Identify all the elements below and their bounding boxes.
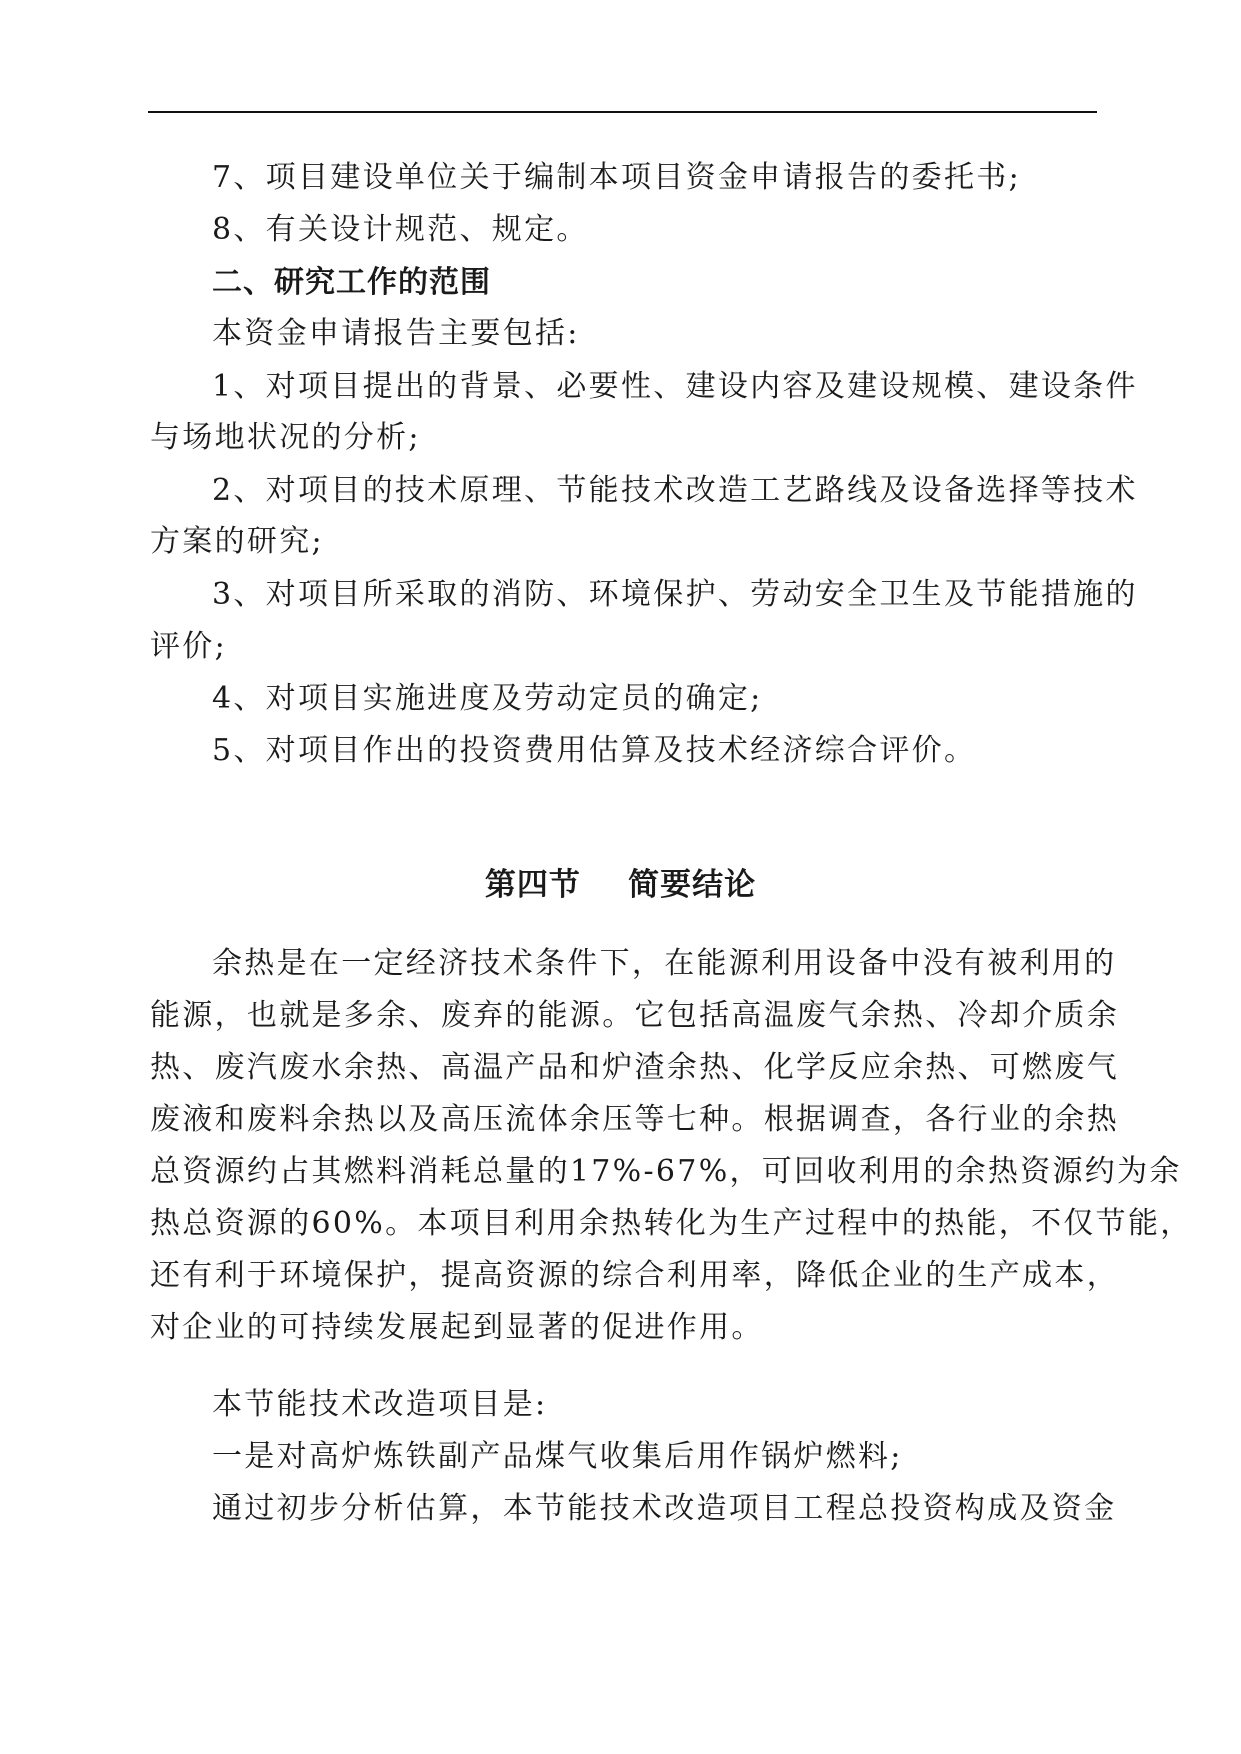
project-item-1: 一是对高炉炼铁副产品煤气收集后用作锅炉燃料; (212, 1439, 903, 1474)
reference-item-7: 7、项目建设单位关于编制本项目资金申请报告的委托书; (212, 160, 1021, 195)
conclusion-line-2: 能源，也就是多余、废弃的能源。它包括高温废气余热、冷却介质余 (150, 998, 1119, 1033)
conclusion-line-4: 废液和废料余热以及高压流体余压等七种。根据调查，各行业的余热 (150, 1102, 1119, 1137)
conclusion-line-3: 热、废汽废水余热、高温产品和炉渣余热、化学反应余热、可燃废气 (150, 1050, 1119, 1085)
section-heading-conclusion: 第四节 简要结论 (484, 867, 757, 903)
header-rule (148, 111, 1097, 113)
conclusion-line-7: 还有利于环境保护，提高资源的综合利用率，降低企业的生产成本， (150, 1258, 1119, 1293)
scope-item-3: 3、对项目所采取的消防、环境保护、劳动安全卫生及节能措施的 (212, 577, 1138, 612)
scope-item-1: 1、对项目提出的背景、必要性、建设内容及建设规模、建设条件 (212, 369, 1138, 404)
reference-item-8: 8、有关设计规范、规定。 (212, 212, 589, 247)
conclusion-line-5: 总资源约占其燃料消耗总量的17%-67%，可回收利用的余热资源约为余 (150, 1154, 1182, 1189)
conclusion-line-1: 余热是在一定经济技术条件下，在能源利用设备中没有被利用的 (212, 946, 1117, 981)
section-heading-scope: 二、研究工作的范围 (212, 265, 491, 300)
scope-item-3-cont: 评价; (150, 629, 228, 664)
project-intro: 本节能技术改造项目是: (212, 1387, 548, 1422)
conclusion-line-8: 对企业的可持续发展起到显著的促进作用。 (150, 1310, 764, 1345)
scope-item-2: 2、对项目的技术原理、节能技术改造工艺路线及设备选择等技术 (212, 473, 1138, 508)
conclusion-line-6: 热总资源的60%。本项目利用余热转化为生产过程中的热能，不仅节能， (150, 1206, 1193, 1241)
scope-item-1-cont: 与场地状况的分析; (150, 420, 421, 455)
scope-item-4: 4、对项目实施进度及劳动定员的确定; (212, 681, 763, 716)
scope-item-5: 5、对项目作出的投资费用估算及技术经济综合评价。 (212, 733, 977, 768)
scope-item-2-cont: 方案的研究; (150, 524, 324, 559)
scope-intro: 本资金申请报告主要包括: (212, 316, 580, 351)
project-estimate: 通过初步分析估算，本节能技术改造项目工程总投资构成及资金 (212, 1491, 1117, 1526)
